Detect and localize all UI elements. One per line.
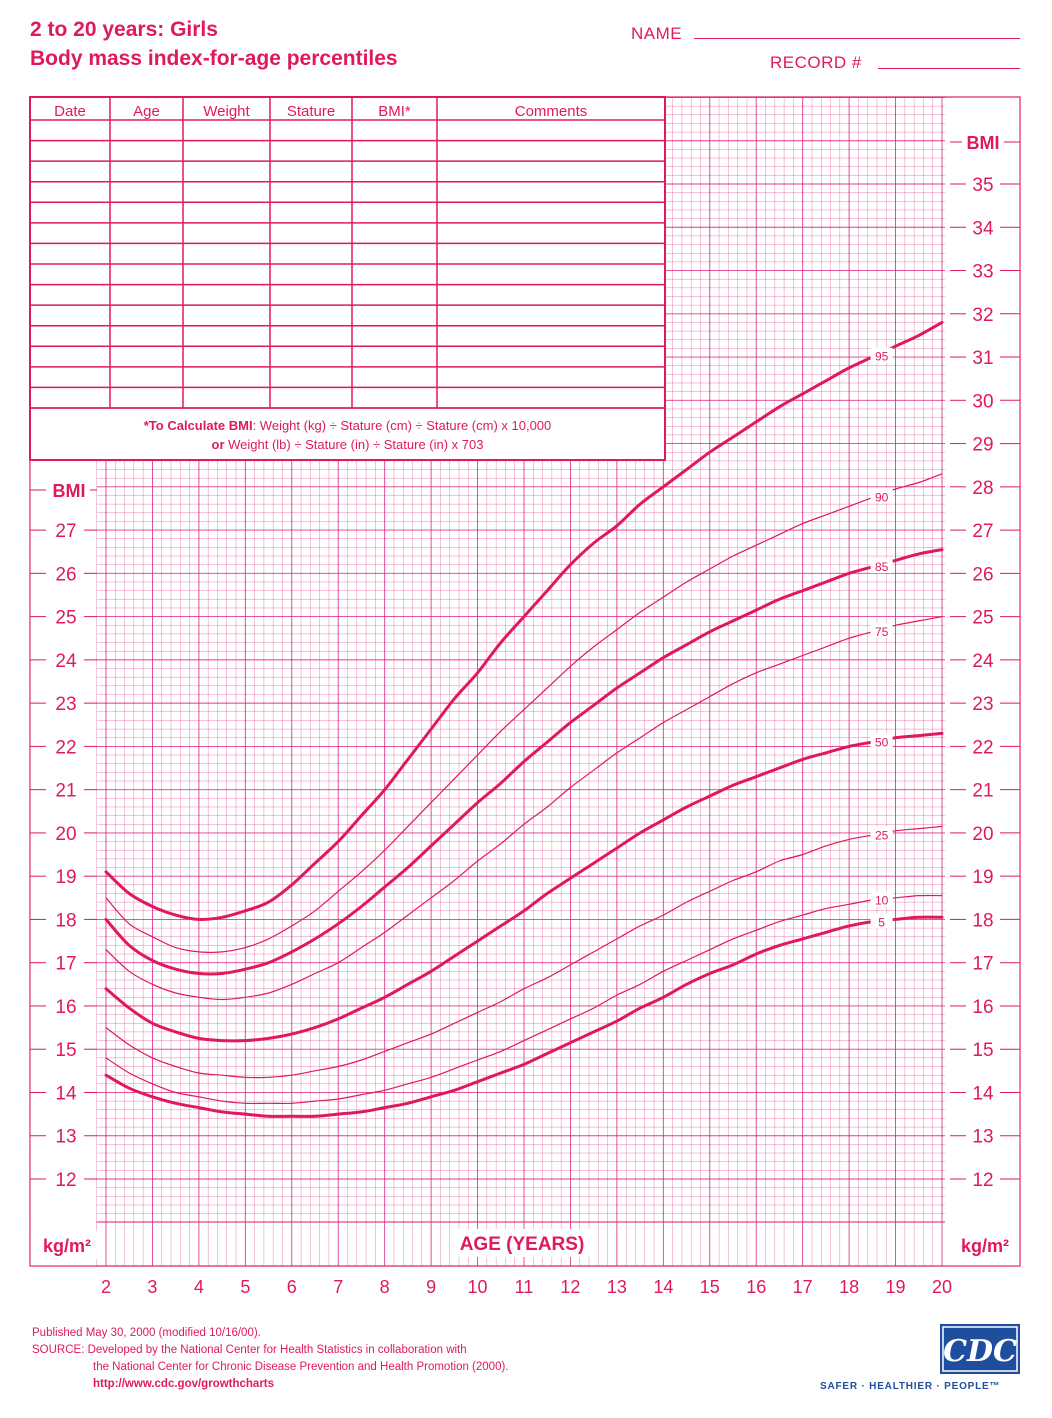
source-url[interactable]: http://www.cdc.gov/growthcharts xyxy=(93,1378,275,1390)
percentile-label-10: 10 xyxy=(874,893,889,908)
y-tick-label-left: 14 xyxy=(55,1083,77,1105)
y-tick-label-right: 12 xyxy=(972,1170,994,1191)
record-table xyxy=(30,97,665,460)
published-note: Published May 30, 2000 (modified 10/16/00). xyxy=(32,1327,261,1339)
bmi-formula-line-2 xyxy=(212,437,484,452)
x-tick-label: 14 xyxy=(653,1277,674,1297)
x-tick-label: 3 xyxy=(147,1277,158,1297)
y-tick-label-right: 17 xyxy=(972,953,994,975)
x-tick-label: 17 xyxy=(792,1277,813,1297)
page-subtitle: Body mass index-for-age percentiles xyxy=(30,47,398,70)
x-tick-label: 8 xyxy=(379,1277,390,1297)
y-tick-label-left: 22 xyxy=(55,737,77,759)
y-tick-label-left: 23 xyxy=(55,694,77,716)
y-tick-label-right: 28 xyxy=(972,477,994,499)
y-tick-label-right: 25 xyxy=(972,607,994,629)
y-tick-label-left: 24 xyxy=(55,650,77,672)
name-label: NAME xyxy=(631,24,683,43)
x-tick-label: 7 xyxy=(333,1277,344,1297)
cdc-logo xyxy=(940,1324,1020,1374)
record-table-row[interactable] xyxy=(30,285,665,306)
percentile-label-50: 50 xyxy=(874,735,889,750)
record-table-row[interactable] xyxy=(30,120,665,141)
record-table-row[interactable] xyxy=(30,326,665,347)
record-table-row[interactable] xyxy=(30,243,665,264)
y-tick-label-right: 31 xyxy=(972,348,994,370)
y-tick-label-left: 15 xyxy=(55,1040,77,1062)
x-tick-label: 12 xyxy=(560,1277,581,1297)
record-label: RECORD # xyxy=(770,53,862,72)
y-tick-label-right: 30 xyxy=(972,391,994,413)
record-table-row[interactable] xyxy=(30,182,665,203)
percentile-label-5: 5 xyxy=(878,915,885,930)
y-tick-label-right: 33 xyxy=(972,261,994,283)
source-line-2: the National Center for Chronic Disease Prevention and Health Promotion (2000). xyxy=(93,1361,509,1373)
record-table-header-stature: Stature xyxy=(286,103,336,120)
y-tick-label-left: 18 xyxy=(55,910,77,932)
x-tick-label: 2 xyxy=(100,1277,112,1297)
record-table-header-bmi: BMI* xyxy=(378,103,411,120)
y-unit-label-left: kg/m² xyxy=(42,1236,92,1256)
x-tick-label: 11 xyxy=(514,1277,534,1297)
y-tick-label-left: 27 xyxy=(55,521,77,543)
y-tick-label-right: 16 xyxy=(972,996,994,1018)
y-tick-label-left: 16 xyxy=(55,996,77,1018)
y-tick-label-right: 27 xyxy=(972,521,994,543)
y-tick-label-left: 17 xyxy=(55,953,77,975)
record-table-row[interactable] xyxy=(30,387,665,408)
bmi-formula-line-1 xyxy=(144,418,552,433)
y-tick-label-left: 20 xyxy=(55,823,77,845)
x-tick-label: 13 xyxy=(606,1277,627,1297)
formula-bold-2: or xyxy=(211,437,225,452)
record-table-header-weight: Weight xyxy=(203,103,250,120)
y-tick-label-right: 35 xyxy=(972,175,994,196)
record-table-row[interactable] xyxy=(30,223,665,244)
cdc-logo-text: CDC xyxy=(943,1334,1017,1369)
x-tick-label: 10 xyxy=(467,1277,488,1297)
x-tick-label: 6 xyxy=(286,1277,297,1297)
y-tick-label-right: 13 xyxy=(972,1126,994,1148)
y-tick-label-right: 15 xyxy=(972,1040,994,1062)
x-tick-label: 4 xyxy=(193,1277,204,1297)
y-tick-label-right: 14 xyxy=(972,1083,994,1105)
percentile-label-85: 85 xyxy=(874,560,889,575)
y-tick-label-right: 34 xyxy=(972,218,994,240)
cdc-tagline: SAFER · HEALTHIER · PEOPLE™ xyxy=(820,1381,1001,1392)
record-table-row[interactable] xyxy=(30,202,665,223)
record-table-header-date: Date xyxy=(54,103,86,120)
page-title: 2 to 20 years: Girls xyxy=(30,18,218,41)
y-axis-title-left: BMI xyxy=(52,481,86,501)
record-table-row[interactable] xyxy=(30,346,665,367)
y-tick-label-right: 24 xyxy=(972,650,994,672)
y-tick-label-left: 26 xyxy=(55,564,77,586)
y-tick-label-right: 26 xyxy=(972,564,994,586)
x-tick-label: 15 xyxy=(699,1277,720,1297)
formula-text-1: : Weight (kg) ÷ Stature (cm) ÷ Stature (cm) x 10,000 xyxy=(252,418,552,433)
record-table-row[interactable] xyxy=(30,141,665,162)
y-tick-label-right: 20 xyxy=(972,823,994,845)
y-axis-title-right: BMI xyxy=(966,133,1000,153)
percentile-label-90: 90 xyxy=(874,490,889,505)
x-tick-label: 19 xyxy=(885,1277,906,1297)
x-tick-label: 18 xyxy=(839,1277,860,1297)
percentile-label-25: 25 xyxy=(874,828,889,843)
y-tick-label-left: 19 xyxy=(55,867,77,889)
x-axis-title: AGE (YEARS) xyxy=(459,1234,585,1255)
y-tick-label-left: 25 xyxy=(55,607,77,629)
x-tick-label: 16 xyxy=(746,1277,767,1297)
x-tick-label: 5 xyxy=(240,1277,251,1297)
record-table-row[interactable] xyxy=(30,305,665,326)
record-table-row[interactable] xyxy=(30,367,665,388)
record-table-row[interactable] xyxy=(30,161,665,182)
record-table-row[interactable] xyxy=(30,264,665,285)
y-tick-label-right: 29 xyxy=(972,434,994,456)
x-tick-label: 9 xyxy=(426,1277,437,1297)
y-tick-label-right: 32 xyxy=(972,304,994,326)
record-table-header-age: Age xyxy=(133,103,160,120)
y-unit-label-right: kg/m² xyxy=(960,1236,1010,1256)
y-tick-label-left: 21 xyxy=(55,780,77,802)
formula-text-2: Weight (lb) ÷ Stature (in) ÷ Stature (in) x 703 xyxy=(224,437,484,452)
percentile-label-95: 95 xyxy=(874,349,889,364)
formula-bold-1: *To Calculate BMI xyxy=(143,418,253,433)
y-tick-label-right: 23 xyxy=(972,694,994,716)
y-tick-label-right: 22 xyxy=(972,737,994,759)
y-tick-label-right: 18 xyxy=(972,910,994,932)
y-tick-label-left: 12 xyxy=(55,1170,77,1191)
y-tick-label-right: 21 xyxy=(972,780,994,802)
record-table-header-comments: Comments xyxy=(514,103,588,120)
source-line-1: SOURCE: Developed by the National Center for Health Statistics in collaboration with xyxy=(32,1344,467,1356)
percentile-label-75: 75 xyxy=(874,624,889,639)
y-tick-label-left: 13 xyxy=(55,1126,77,1148)
x-tick-label: 20 xyxy=(931,1277,953,1297)
y-tick-label-right: 19 xyxy=(972,867,994,889)
